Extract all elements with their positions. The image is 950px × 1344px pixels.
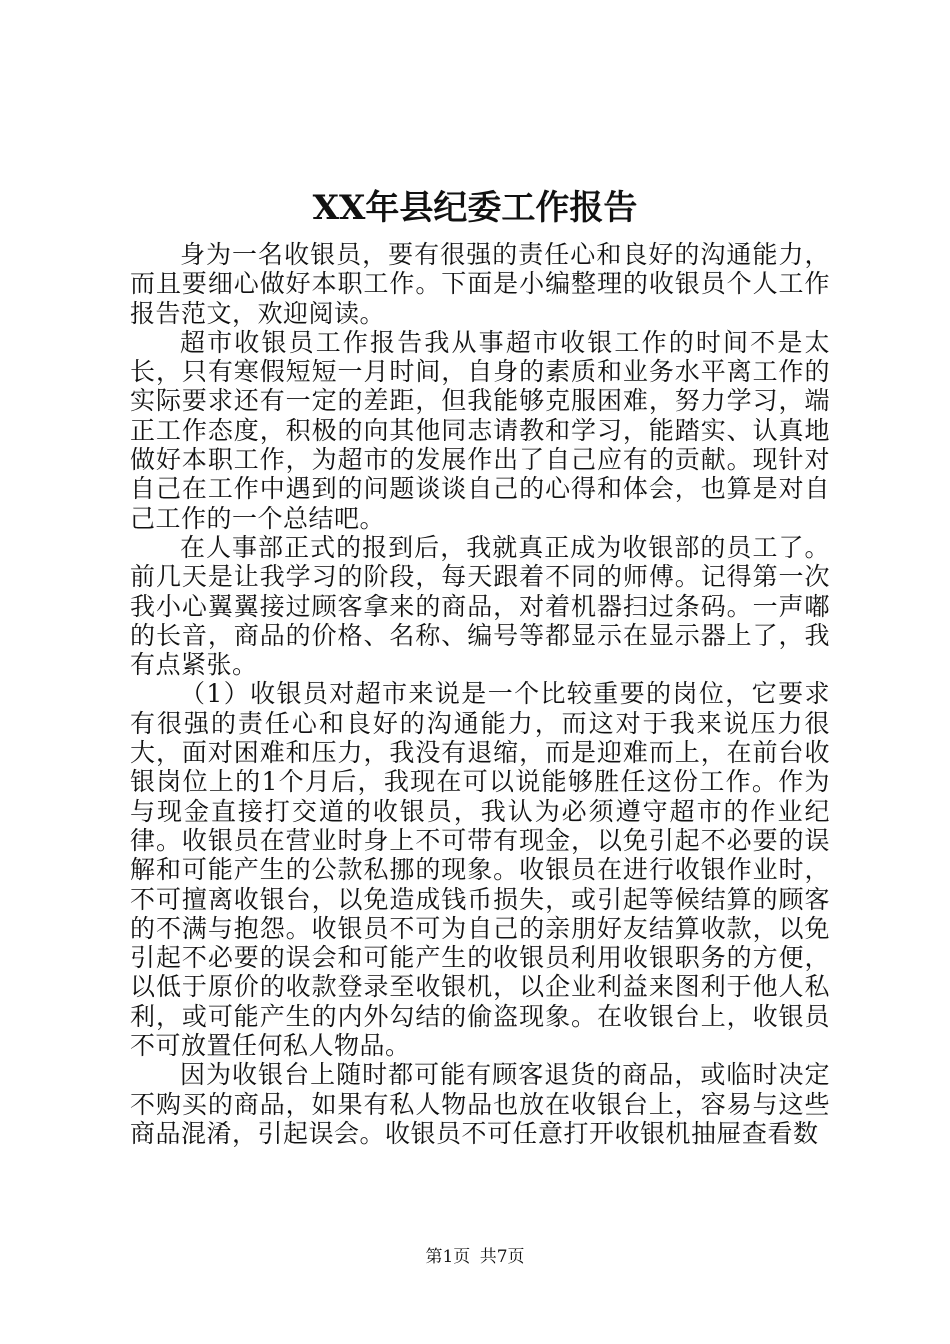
page-footer xyxy=(0,1245,950,1269)
document-body xyxy=(130,240,830,1148)
paragraph-work-report: 超市收银员工作报告我从事超市收银工作的时间不是太长，只有寒假短短一月时间，自身的素质和业务水平离工作的实际要求还有一定的差距，但我能够克服困难，努力学习，端正工作态度，积极的向其他同志请教和学习，能踏实、认真地做好本职工作，为超市的发展作出了自己应有的贡献。现针对自己在工作中遇到的问题谈谈自己的心得和体会，也算是对自己工作的一个总结吧。 xyxy=(130,327,830,533)
document-title: XX年县纪委工作报告 xyxy=(312,188,638,228)
paragraph-cash-counter: 因为收银台上随时都可能有顾客退货的商品，或临时决定不购买的商品，如果有私人物品也放在收银台上，容易与这些商品混淆，引起误会。收银员不可任意打开收银机抽屉查看数 xyxy=(130,1060,830,1148)
paragraph-first-days: 在人事部正式的报到后，我就真正成为收银部的员工了。前几天是让我学习的阶段，每天跟着不同的师傅。记得第一次我小心翼翼接过顾客拿来的商品，对着机器扫过条码。一声嘟的长音，商品的价格、名称、编号等都显示在显示器上了，我有点紧张。 xyxy=(130,532,830,680)
paragraph-intro: 身为一名收银员，要有很强的责任心和良好的沟通能力，而且要细心做好本职工作。下面是小编整理的收银员个人工作报告范文，欢迎阅读。 xyxy=(130,240,830,328)
page-total: 共7页 xyxy=(479,1247,525,1267)
page-number: 第1页 xyxy=(425,1247,471,1267)
paragraph-discipline: （1）收银员对超市来说是一个比较重要的岗位，它要求有很强的责任心和良好的沟通能力，而这对于我来说压力很大，面对困难和压力，我没有退缩，而是迎难而上，在前台收银岗位上的1个月后，我现在可以说能够胜任这份工作。作为与现金直接打交道的收银员，我认为必须遵守超市的作业纪律。收银员在营业时身上不可带有现金，以免引起不必要的误解和可能产生的公款私挪的现象。收银员在进行收银作业时，不可擅离收银台，以免造成钱币损失，或引起等候结算的顾客的不满与抱怨。收银员不可为自己的亲朋好友结算收款，以免引起不必要的误会和可能产生的收银员利用收银职务的方便，以低于原价的收款登录至收银机，以企业利益来图利于他人私利，或可能产生的内外勾结的偷盗现象。在收银台上，收银员不可放置任何私人物品。 xyxy=(130,679,830,1061)
